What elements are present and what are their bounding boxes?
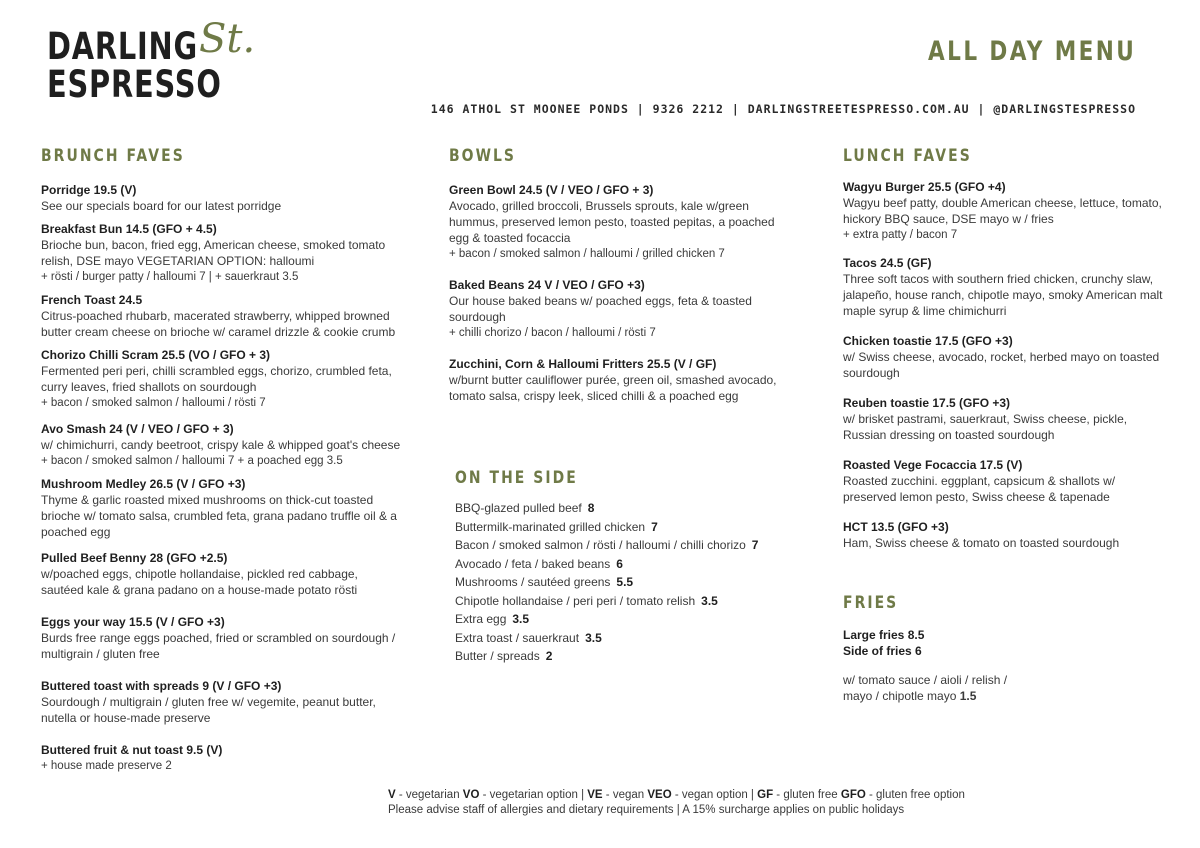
lunch-item-desc: Roasted zucchini. eggplant, capsicum & shallots w/ preserved lemon pesto, Swiss cheese & tapenade [843,474,1116,504]
side-item [455,647,795,666]
legend-text: - vegan [602,789,648,801]
brunch-item-extra: + rösti / burger patty / halloumi 7 | + sauerkraut 3.5 [41,271,299,283]
brunch-list [41,182,401,774]
lunch-column [843,146,1163,551]
lunch-item [843,333,1163,381]
bowls-item-desc: w/burnt butter cauliflower purée, green oil, smashed avocado, tomato salsa, crispy leek, sliced chilli & a poached egg [449,373,777,403]
dietary-legend [388,788,965,803]
brunch-item-desc: Burds free range eggs poached, fried or scrambled on sourdough / multigrain / gluten free [41,631,396,661]
fries-sauces-2-price: 1.5 [959,689,977,703]
bowls-item-name: Green Bowl 24.5 (V / VEO / GFO + 3) [449,183,654,197]
lunch-item-name: Chicken toastie 17.5 (GFO +3) [843,334,1013,348]
side-item-name: BBQ-glazed pulled beef [455,501,582,515]
brunch-item [41,182,401,214]
lunch-list [843,179,1163,551]
side-item-price: 3.5 [512,612,530,626]
brunch-item-name: Porridge 19.5 (V) [41,183,137,197]
bowls-item-desc: Our house baked beans w/ poached eggs, feta & toasted sourdough [449,294,752,324]
brunch-column [41,146,401,774]
brunch-item-name: French Toast 24.5 [41,293,143,307]
brunch-item-desc: Fermented peri peri, chilli scrambled eggs, chorizo, crumbled feta, curry leaves, fried shallots on sourdough [41,364,392,394]
sides-column [455,468,795,666]
brunch-item-name: Buttered fruit & nut toast 9.5 (V) [41,743,223,757]
lunch-item-desc: Three soft tacos with southern fried chicken, crunchy slaw, jalapeño, house ranch, chipotle mayo, smoky American malt maple syrup & lime chimichurri [843,272,1163,318]
brunch-item-name: Eggs your way 15.5 (V / GFO +3) [41,615,225,629]
side-item-name: Extra egg [455,612,507,626]
allergy-note: Please advise staff of allergies and dietary requirements | A 15% surcharge applies on public holidays [388,804,905,816]
brunch-item-desc: See our specials board for our latest porridge [41,199,282,213]
lunch-item-name: Tacos 24.5 (GF) [843,256,932,270]
legend-text: - gluten free [773,789,841,801]
bowls-item-name: Zucchini, Corn & Halloumi Fritters 25.5 (V / GF) [449,357,717,371]
brunch-item-desc: w/poached eggs, chipotle hollandaise, pickled red cabbage, sautéed kale & grana padano on a house-made potato rösti [41,567,358,597]
brunch-item [41,292,401,340]
lunch-item-desc: w/ Swiss cheese, avocado, rocket, herbed mayo on toasted sourdough [843,350,1160,380]
bowls-list [449,182,784,404]
brunch-item-name: Buttered toast with spreads 9 (V / GFO +3) [41,679,282,693]
brunch-item-desc: Citrus-poached rhubarb, macerated strawberry, whipped browned butter cream cheese on brioche w/ caramel drizzle & cookie crumb [41,309,396,339]
fries-side: Side of fries 6 [843,644,922,658]
lunch-item [843,395,1163,443]
side-item-price: 7 [651,519,658,534]
address-line: 146 ATHOL ST MOONEE PONDS | 9326 2212 | DARLINGSTREETESPRESSO.COM.AU | @DARLINGSTESPRESSO [430,102,1136,116]
side-item [455,536,795,555]
brunch-item [41,678,401,726]
brunch-item-desc: w/ chimichurri, candy beetroot, crispy kale & whipped goat's cheese [41,438,401,452]
legend-code: VO [462,789,480,801]
brunch-item [41,742,401,774]
lunch-item-name: HCT 13.5 (GFO +3) [843,520,949,534]
fries-large: Large fries 8.5 [843,628,925,642]
brunch-item [41,421,401,469]
side-item [455,592,795,611]
lunch-item-name: Reuben toastie 17.5 (GFO +3) [843,396,1011,410]
legend-code: V [388,789,396,801]
brunch-item [41,476,401,540]
dietary-footer [388,788,965,818]
brunch-item [41,347,401,411]
logo [47,16,271,106]
side-item-price: 3.5 [585,630,602,645]
lunch-item [843,457,1163,505]
lunch-item [843,519,1163,551]
brunch-item [41,614,401,662]
bowls-item [449,277,784,341]
brunch-item-name: Breakfast Bun 14.5 (GFO + 4.5) [41,222,217,236]
legend-text: - vegan option | [671,789,758,801]
lunch-item-name: Roasted Vege Focaccia 17.5 (V) [843,458,1023,472]
lunch-item-extra: + extra patty / bacon 7 [843,229,958,241]
brunch-heading: BRUNCH FAVES [41,146,185,166]
logo-line-darling: DARLING [47,25,198,68]
lunch-heading: LUNCH FAVES [843,146,972,166]
side-item-price: 8 [587,501,595,515]
menu-title: ALL DAY MENU [927,36,1136,67]
logo-line-espresso: ESPRESSO [47,63,222,106]
side-item [455,610,795,629]
side-item [455,573,795,592]
side-item [455,499,795,518]
side-item-price: 7 [751,538,759,552]
brunch-item [41,221,401,285]
lunch-item [843,179,1163,243]
brunch-item-extra: + bacon / smoked salmon / halloumi 7 + a poached egg 3.5 [41,455,343,467]
brunch-item-name: Chorizo Chilli Scram 25.5 (VO / GFO + 3) [41,348,271,362]
fries-sauces-2 [843,688,1163,704]
bowls-item-desc: Avocado, grilled broccoli, Brussels sprouts, kale w/green hummus, preserved lemon pesto, toasted pepitas, a poached egg & toasted focaccia [449,199,775,245]
side-item-price: 6 [616,556,623,571]
side-item [455,629,795,648]
side-item-name: Extra toast / sauerkraut [455,630,580,645]
fries-column [843,593,1163,704]
side-item-name: Chipotle hollandaise / peri peri / tomato relish [455,593,696,608]
side-item-name: Mushrooms / sautéed greens [455,575,611,589]
bowls-item [449,356,784,404]
brunch-item-extra: + bacon / smoked salmon / halloumi / rösti 7 [41,397,266,409]
lunch-item [843,255,1163,319]
legend-text: - vegetarian [395,789,463,801]
brunch-item-name: Avo Smash 24 (V / VEO / GFO + 3) [41,422,234,436]
bowls-column [449,146,784,404]
legend-text: - vegetarian option | [479,789,588,801]
brunch-item-desc: Sourdough / multigrain / gluten free w/ vegemite, peanut butter, nutella or house-made preserve [41,695,376,725]
brunch-item-extra: + house made preserve 2 [41,760,172,772]
fries-sauces-2-text: mayo / chipotle mayo [843,689,957,703]
brunch-item-name: Mushroom Medley 26.5 (V / GFO +3) [41,477,246,491]
side-item-name: Buttermilk-marinated grilled chicken [455,519,646,534]
lunch-item-desc: w/ brisket pastrami, sauerkraut, Swiss cheese, pickle, Russian dressing on toasted sourdough [843,412,1128,442]
bowls-item [449,182,784,262]
side-item [455,555,795,574]
fries-sauces: w/ tomato sauce / aioli / relish / [843,673,1008,687]
lunch-item-desc: Wagyu beef patty, double American cheese, lettuce, tomato, hickory BBQ sauce, DSE mayo w / fries [843,196,1162,226]
side-item-price: 3.5 [701,593,718,608]
brunch-item-desc: Brioche bun, bacon, fried egg, American cheese, smoked tomato relish, DSE mayo VEGETARIAN OPTION: halloumi [41,238,386,268]
legend-code: GFO [840,789,866,801]
sides-list [455,499,795,666]
lunch-item-name: Wagyu Burger 25.5 (GFO +4) [843,180,1006,194]
side-item [455,518,795,537]
side-item-name: Butter / spreads [455,649,540,663]
side-item-name: Avocado / feta / baked beans [455,556,611,571]
brunch-item-name: Pulled Beef Benny 28 (GFO +2.5) [41,551,228,565]
brunch-item-desc: Thyme & garlic roasted mixed mushrooms on thick-cut toasted brioche w/ tomato salsa, crumbled feta, grana padano truffle oil & a poached egg [41,493,397,539]
legend-code: GF [757,789,774,801]
bowls-item-name: Baked Beans 24 V / VEO / GFO +3) [449,278,645,292]
brunch-item [41,550,401,598]
side-item-price: 2 [545,649,553,663]
legend-text: - gluten free option [865,789,965,801]
logo-st: St. [199,16,256,62]
sides-heading: ON THE SIDE [455,468,578,488]
side-item-price: 5.5 [616,575,634,589]
lunch-item-desc: Ham, Swiss cheese & tomato on toasted sourdough [843,536,1120,550]
legend-code: VE [587,789,603,801]
bowls-item-extra: + bacon / smoked salmon / halloumi / grilled chicken 7 [449,248,725,260]
bowls-heading: BOWLS [449,146,517,166]
side-item-name: Bacon / smoked salmon / rösti / halloumi / chilli chorizo [455,538,746,552]
legend-code: VEO [647,789,672,801]
bowls-item-extra: + chilli chorizo / bacon / halloumi / rösti 7 [449,327,656,339]
fries-heading: FRIES [843,593,899,613]
